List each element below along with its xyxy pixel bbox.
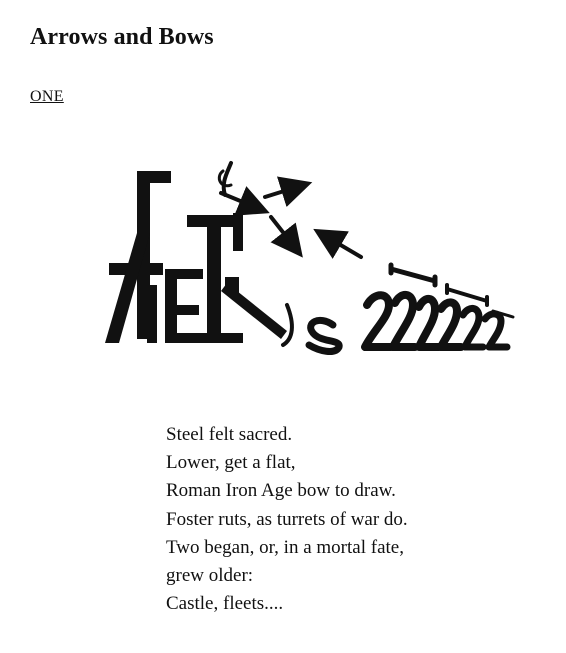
poem-line: Two began, or, in a mortal fate, bbox=[166, 536, 404, 558]
poem-line: Steel felt sacred. bbox=[166, 424, 293, 445]
page-title: Arrows and Bows bbox=[30, 24, 214, 50]
large-letter-cluster bbox=[105, 171, 287, 343]
arrows-and-bows-illustration bbox=[95, 155, 525, 360]
poem-line: Foster ruts, as turrets of war do. bbox=[166, 508, 408, 530]
poem-line: Lower, get a flat, bbox=[166, 452, 296, 474]
section-link-one[interactable]: ONE bbox=[30, 88, 64, 105]
poem-line: grew older: bbox=[166, 565, 254, 587]
arrow-group bbox=[219, 163, 361, 345]
poem bbox=[166, 421, 408, 618]
poem-line: Roman Iron Age bow to draw. bbox=[166, 480, 396, 502]
poem-line: Castle, fleets.... bbox=[166, 593, 284, 615]
curl-glyph bbox=[309, 320, 339, 351]
number-row bbox=[365, 265, 513, 347]
